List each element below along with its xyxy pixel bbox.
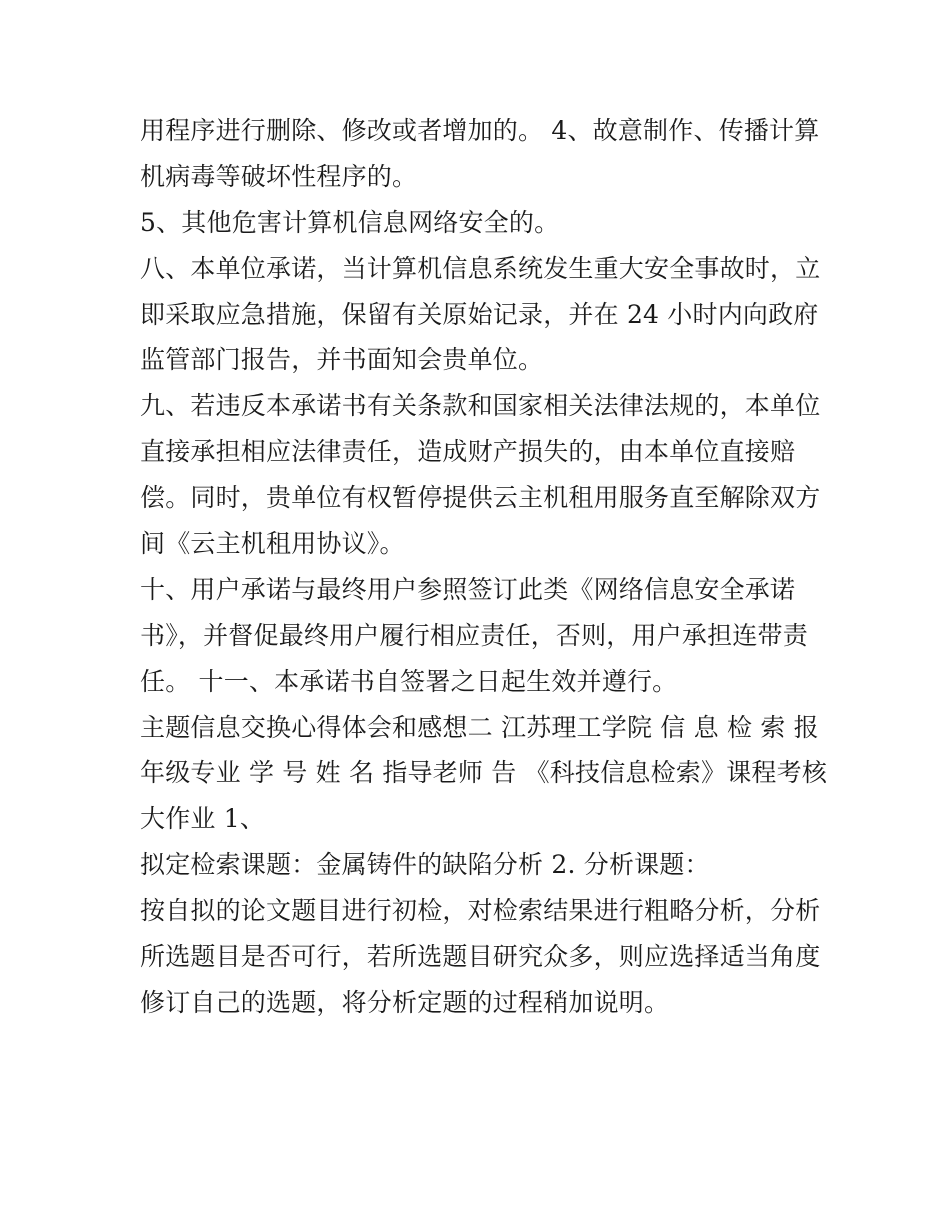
text-line: 按自拟的论文题目进行初检，对检索结果进行粗略分析，分析 — [140, 896, 821, 926]
text-line: 间《云主机租用协议》。 — [140, 529, 405, 559]
text-line: 大作业 1、 — [140, 804, 266, 834]
text-line: 机病毒等破坏性程序的。 — [140, 161, 418, 191]
text-line: 任。 十一、本承诺书自签署之日起生效并遵行。 — [140, 666, 678, 696]
text-line: 主题信息交换心得体会和感想二 江苏理工学院 信 息 检 索 报 — [140, 712, 819, 742]
document-body — [140, 108, 828, 1026]
text-line: 偿。同时，贵单位有权暂停提供云主机租用服务直至解除双方 — [140, 483, 821, 513]
text-line: 八、本单位承诺，当计算机信息系统发生重大安全事故时，立 — [140, 253, 821, 283]
text-line: 九、若违反本承诺书有关条款和国家相关法律法规的，本单位 — [140, 391, 821, 421]
text-line: 监管部门报告，并书面知会贵单位。 — [140, 345, 544, 375]
text-line: 所选题目是否可行，若所选题目研究众多，则应选择适当角度 — [140, 942, 821, 972]
text-line: 用程序进行删除、修改或者增加的。 4、故意制作、传播计算 — [140, 116, 820, 145]
text-line: 书》，并督促最终用户履行相应责任，否则，用户承担连带责 — [140, 620, 808, 650]
text-line: 直接承担相应法律责任，造成财产损失的，由本单位直接赔 — [140, 437, 796, 467]
text-line: 十、用户承诺与最终用户参照签订此类《网络信息安全承诺 — [140, 574, 796, 604]
text-line: 修订自己的选题，将分析定题的过程稍加说明。 — [140, 987, 670, 1017]
text-line: 5、其他危害计算机信息网络安全的。 — [140, 207, 560, 237]
text-line: 拟定检索课题：金属铸件的缺陷分析 2. 分析课题： — [140, 850, 710, 880]
text-line: 即采取应急措施，保留有关原始记录，并在 24 小时内向政府 — [140, 299, 819, 329]
text-line: 年级专业 学 号 姓 名 指导老师 告 《科技信息检索》课程考核 — [140, 758, 828, 788]
